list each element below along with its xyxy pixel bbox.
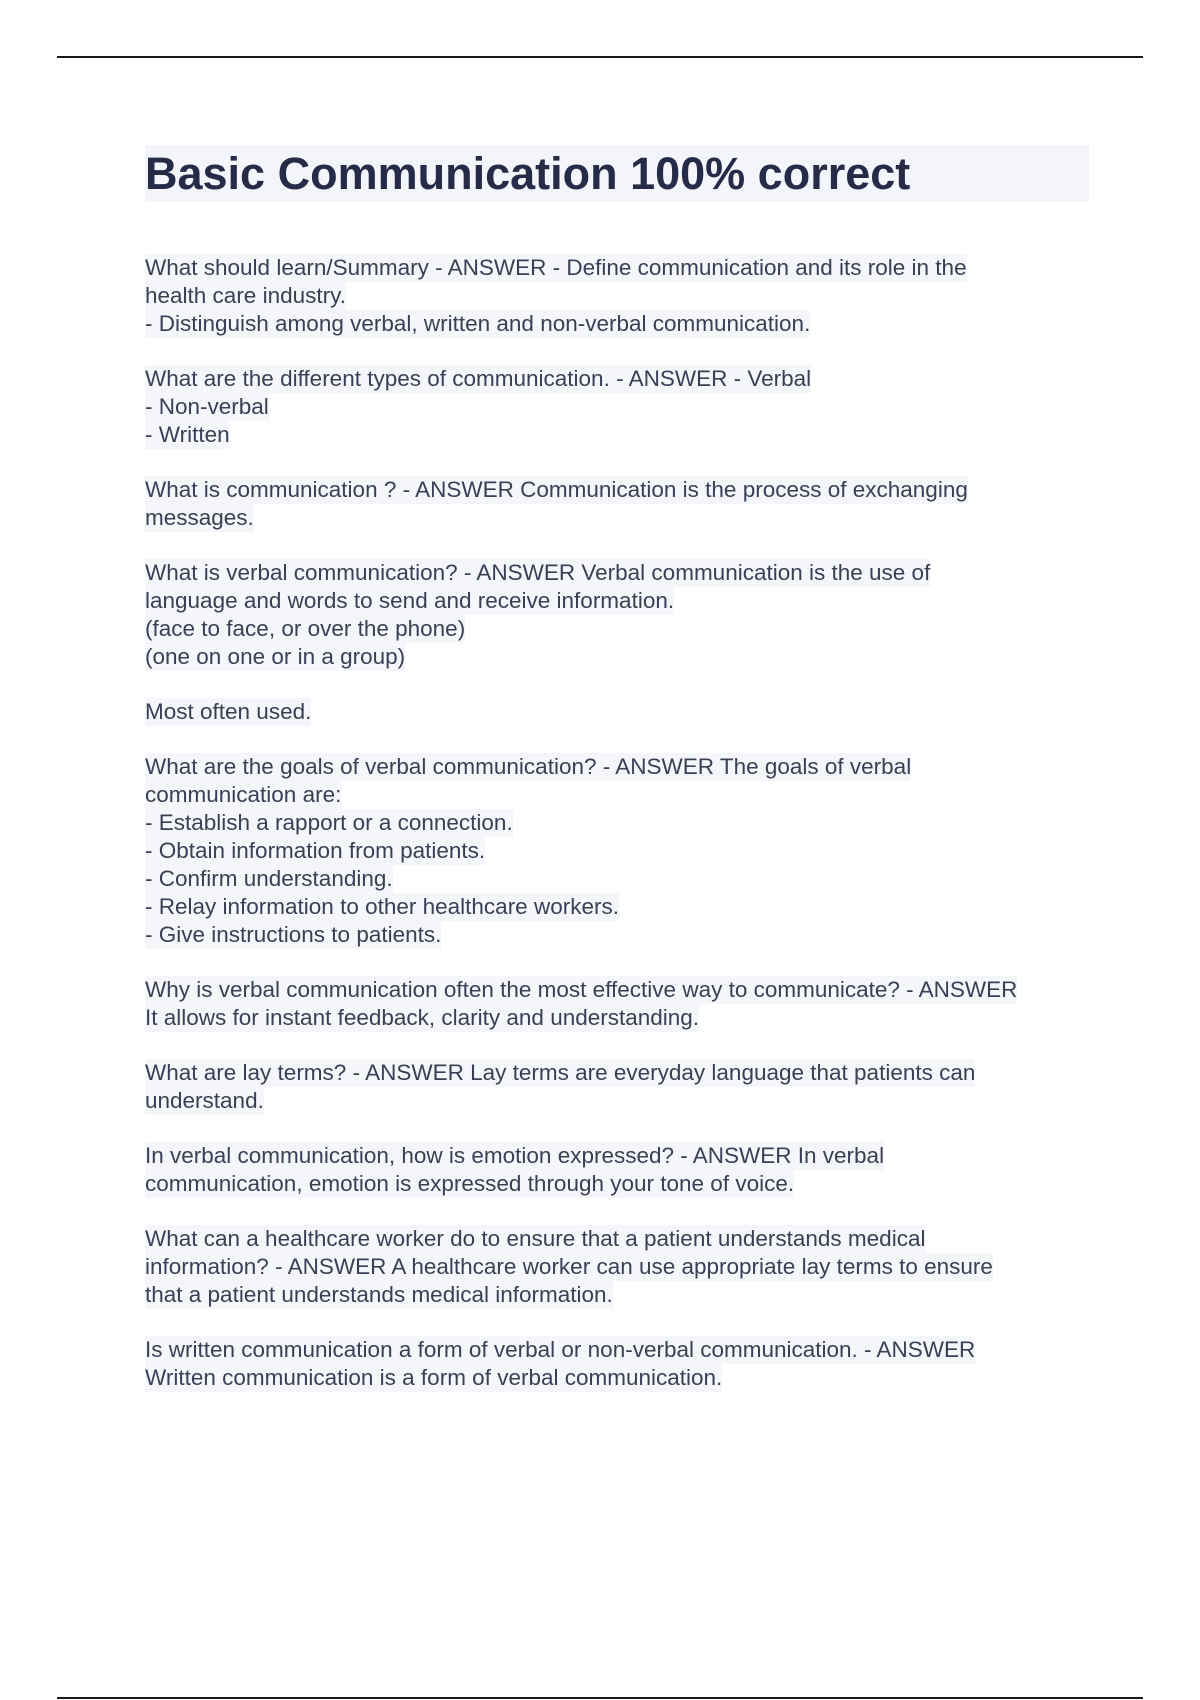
- qa-entry-line: language and words to send and receive information.: [145, 588, 675, 613]
- qa-entry-line: What are the different types of communication. - ANSWER - Verbal: [145, 366, 812, 391]
- qa-entry: [145, 1142, 1095, 1198]
- qa-entry-line: - Relay information to other healthcare workers.: [145, 894, 619, 919]
- qa-entry: [145, 698, 1095, 726]
- qa-entry-line: What is communication ? - ANSWER Communication is the process of exchanging: [145, 477, 968, 502]
- qa-entry: [145, 1336, 1095, 1392]
- qa-entry-line: (one on one or in a group): [145, 644, 406, 669]
- qa-entry: [145, 559, 1095, 671]
- qa-entry-line: In verbal communication, how is emotion expressed? - ANSWER In verbal: [145, 1143, 885, 1168]
- qa-entry-line: (face to face, or over the phone): [145, 616, 466, 641]
- qa-entry-line: Is written communication a form of verbal or non-verbal communication. - ANSWER: [145, 1337, 976, 1362]
- qa-entry-line: messages.: [145, 505, 254, 530]
- document-title: Basic Communication 100% correct: [145, 145, 1089, 202]
- qa-entry-line: What are the goals of verbal communication? - ANSWER The goals of verbal: [145, 754, 912, 779]
- qa-entry: [145, 476, 1095, 532]
- top-rule: [57, 56, 1143, 58]
- qa-entry-line: What is verbal communication? - ANSWER Verbal communication is the use of: [145, 560, 931, 585]
- qa-entry-line: understand.: [145, 1088, 264, 1113]
- qa-entry-line: communication are:: [145, 782, 342, 807]
- qa-entry-line: - Non-verbal: [145, 394, 269, 419]
- qa-entry-line: - Establish a rapport or a connection.: [145, 810, 513, 835]
- qa-entry-line: information? - ANSWER A healthcare worker can use appropriate lay terms to ensure: [145, 1254, 993, 1279]
- qa-entry: [145, 1225, 1095, 1309]
- qa-entry-line: What can a healthcare worker do to ensure that a patient understands medical: [145, 1226, 926, 1251]
- qa-entry: [145, 254, 1095, 338]
- qa-entry-line: - Obtain information from patients.: [145, 838, 486, 863]
- qa-entry-line: - Distinguish among verbal, written and non-verbal communication.: [145, 311, 811, 336]
- qa-list: [145, 254, 1095, 1419]
- qa-entry: [145, 976, 1095, 1032]
- qa-entry-line: Most often used.: [145, 699, 312, 724]
- qa-entry-line: health care industry.: [145, 283, 346, 308]
- qa-entry: [145, 753, 1095, 949]
- qa-entry-line: - Confirm understanding.: [145, 866, 393, 891]
- qa-entry-line: communication, emotion is expressed through your tone of voice.: [145, 1171, 795, 1196]
- qa-entry-line: Why is verbal communication often the most effective way to communicate? - ANSWER: [145, 977, 1018, 1002]
- qa-entry: [145, 365, 1095, 449]
- bottom-rule: [57, 1697, 1143, 1699]
- qa-entry-line: Written communication is a form of verbal communication.: [145, 1365, 723, 1390]
- qa-entry-line: - Give instructions to patients.: [145, 922, 442, 947]
- qa-entry-line: What should learn/Summary - ANSWER - Define communication and its role in the: [145, 255, 967, 280]
- qa-entry-line: What are lay terms? - ANSWER Lay terms are everyday language that patients can: [145, 1060, 976, 1085]
- qa-entry-line: It allows for instant feedback, clarity and understanding.: [145, 1005, 700, 1030]
- qa-entry: [145, 1059, 1095, 1115]
- qa-entry-line: - Written: [145, 422, 230, 447]
- qa-entry-line: that a patient understands medical information.: [145, 1282, 613, 1307]
